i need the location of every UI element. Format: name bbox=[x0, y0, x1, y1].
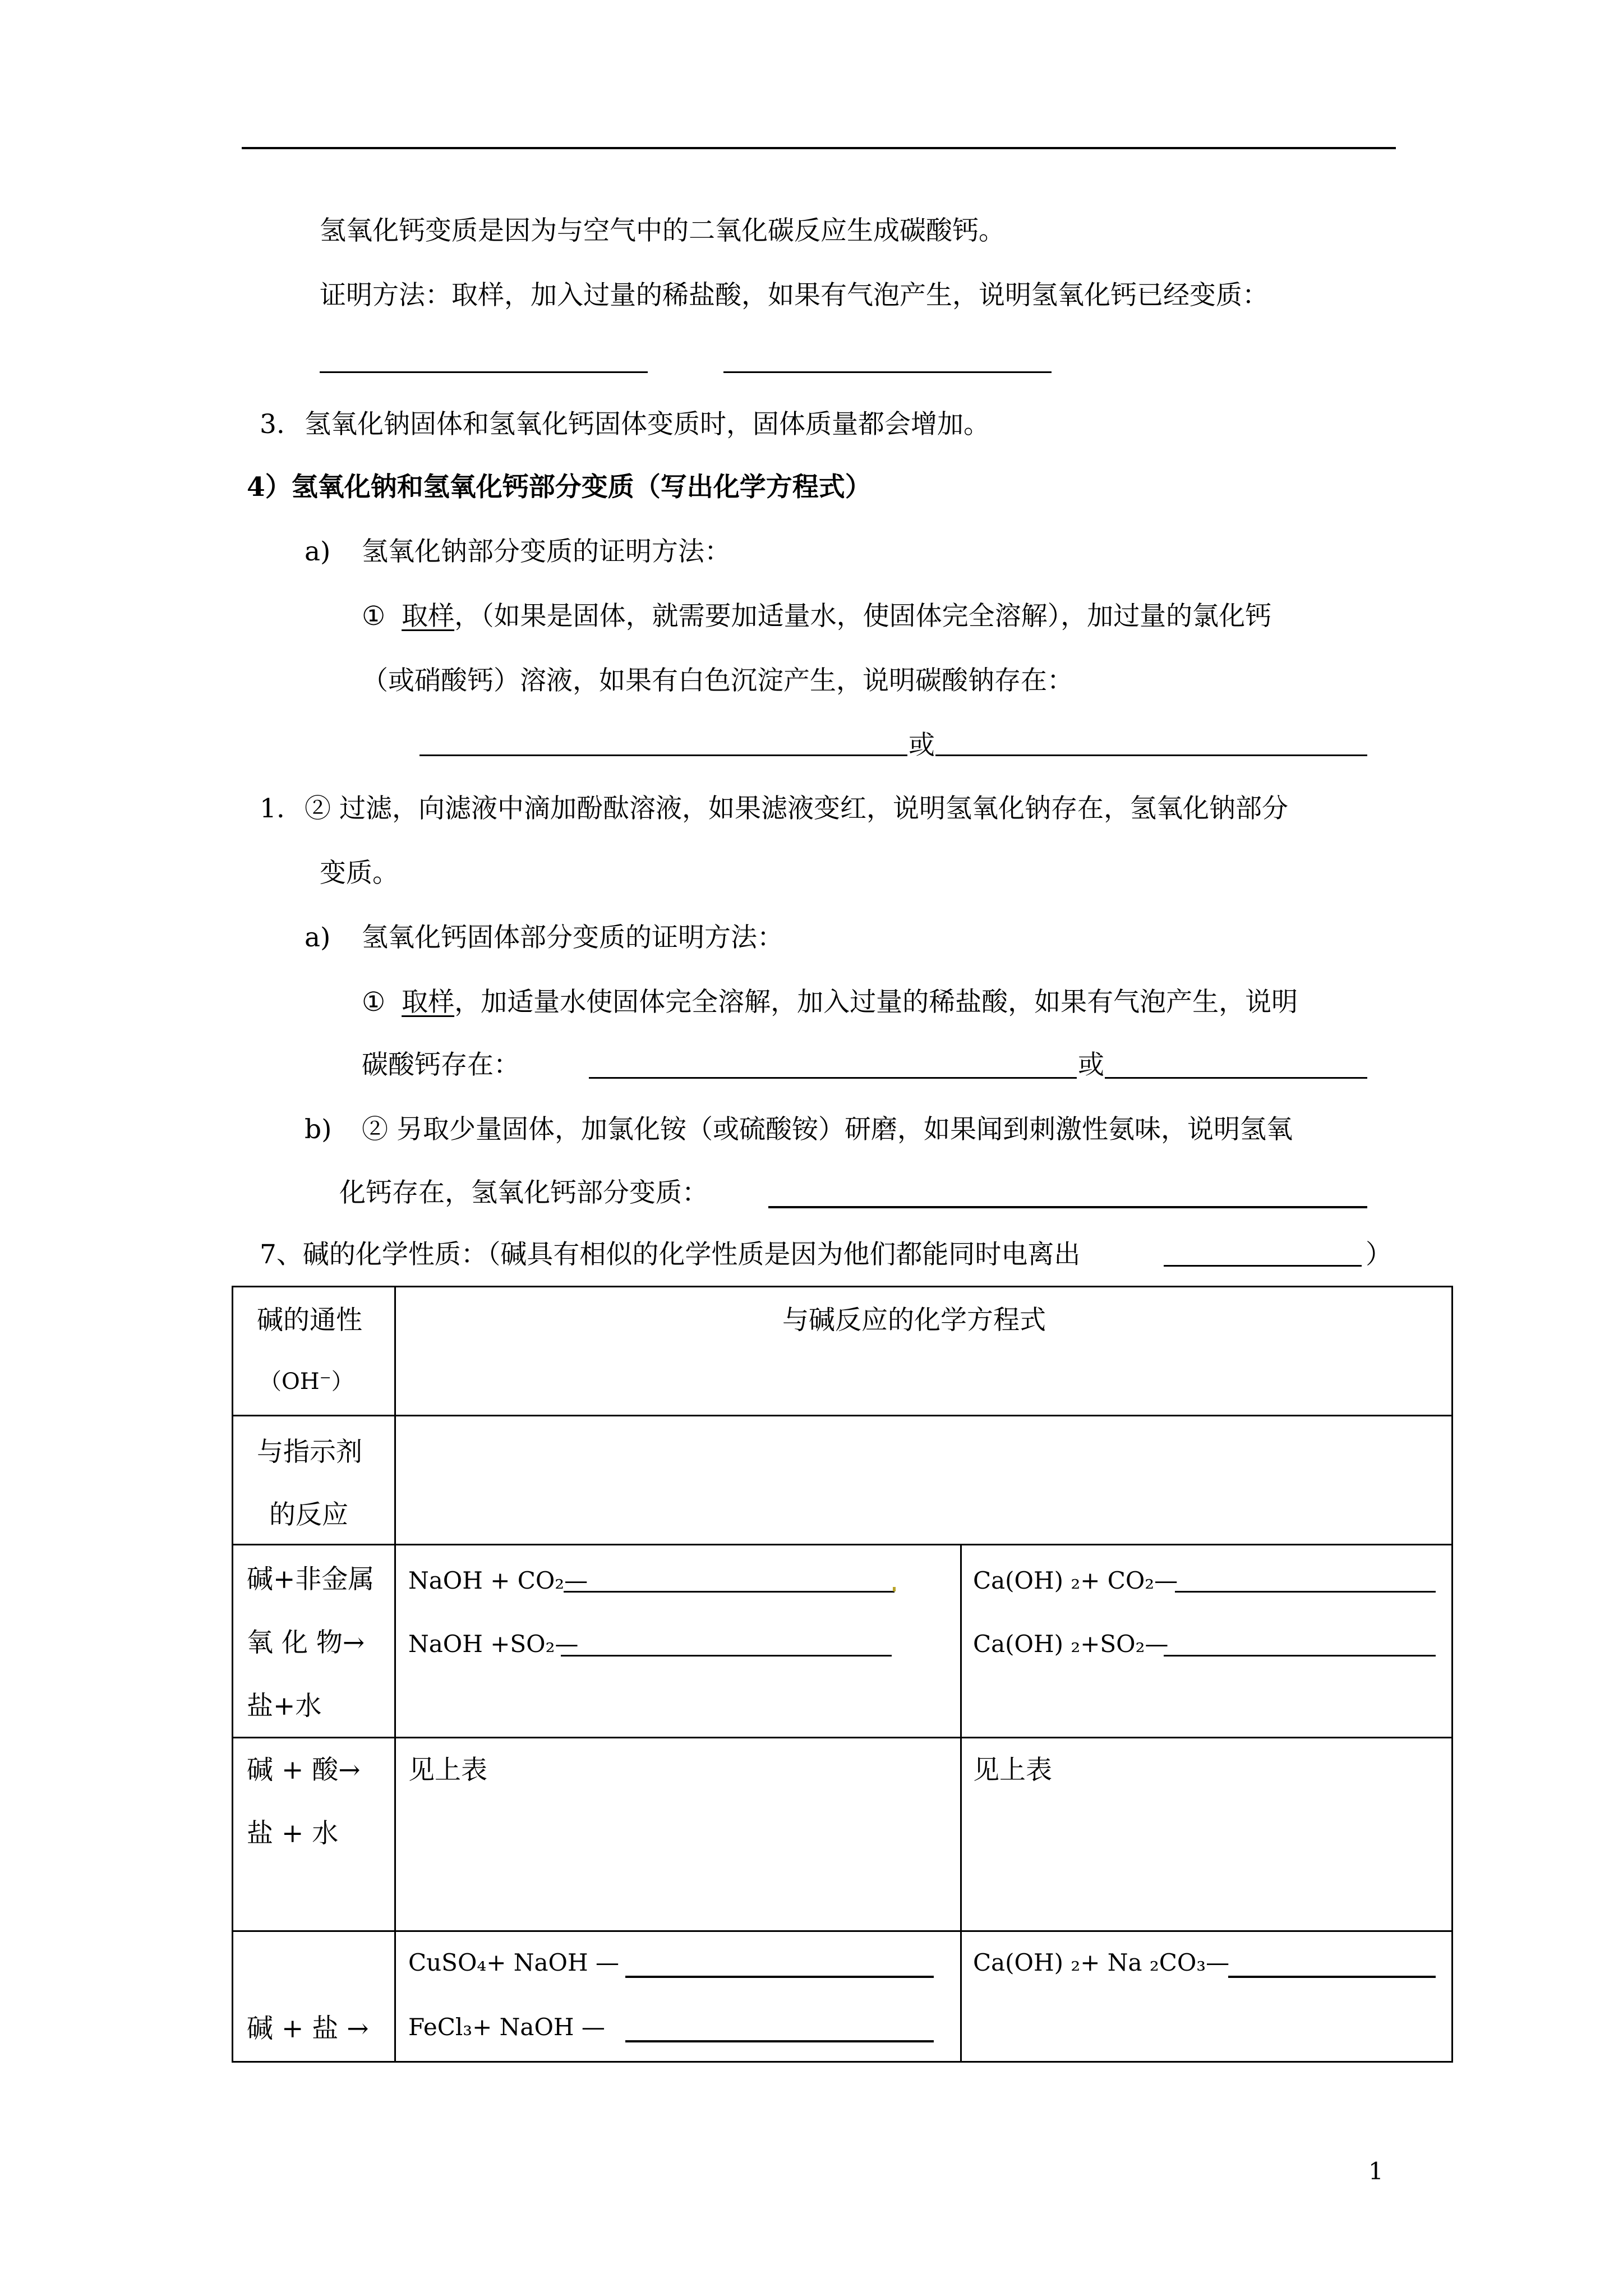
row-label: 的反应 bbox=[269, 1499, 348, 1530]
table-border bbox=[232, 1415, 1453, 1416]
row-label: 氧 化 物→ bbox=[247, 1627, 365, 1658]
answer-blank[interactable] bbox=[589, 1077, 1077, 1079]
circled-number: ① bbox=[362, 987, 386, 1018]
equation: NaOH +SO₂— bbox=[408, 1630, 579, 1658]
item-number: 1. bbox=[260, 793, 285, 824]
step-text-line2: （或硝酸钙）溶液，如果有白色沉淀产生，说明碳酸钠存在： bbox=[362, 665, 1073, 696]
item-1-text: ② 过滤，向滤液中滴加酚酞溶液，如果滤液变红，说明氢氧化钠存在，氢氧化钠部分 bbox=[305, 793, 1288, 824]
item-number: 3. bbox=[260, 409, 285, 440]
list-label: a) bbox=[305, 922, 331, 953]
section-heading: 4）氢氧化钠和氢氧化钙部分变质（写出化学方程式） bbox=[247, 472, 872, 503]
page-number: 1 bbox=[1368, 2157, 1384, 2185]
step-text bbox=[362, 601, 1272, 632]
answer-blank[interactable] bbox=[564, 1591, 895, 1593]
circled-number: ① bbox=[362, 601, 386, 632]
equation: FeCl₃+ NaOH — bbox=[408, 2013, 605, 2041]
step-text-line2: 化钙存在，氢氧化钙部分变质： bbox=[339, 1177, 708, 1208]
table-border bbox=[394, 1286, 396, 2063]
answer-blank[interactable] bbox=[625, 2040, 934, 2042]
equation: CuSO₄+ NaOH — bbox=[408, 1949, 619, 1976]
answer-blank[interactable] bbox=[1175, 1591, 1436, 1593]
table-border bbox=[232, 1544, 1453, 1545]
answer-blank[interactable] bbox=[768, 1206, 1367, 1208]
answer-blank[interactable] bbox=[419, 754, 907, 756]
cell-note: 见上表 bbox=[973, 1755, 1052, 1786]
answer-blank[interactable] bbox=[1228, 1976, 1436, 1978]
step-text bbox=[362, 987, 1298, 1018]
or-text: 或 bbox=[909, 730, 935, 761]
table-border bbox=[232, 1286, 233, 2063]
step-text-rest: ，加适量水使固体完全溶解，加入过量的稀盐酸，如果有气泡产生，说明 bbox=[454, 987, 1298, 1018]
underlined-word: 取样 bbox=[402, 601, 455, 632]
header-cell: 与碱反应的化学方程式 bbox=[782, 1305, 1046, 1336]
paragraph-proof-method: 证明方法：取样，加入过量的稀盐酸，如果有气泡产生，说明氢氧化钙已经变质： bbox=[320, 280, 1269, 311]
list-label: a) bbox=[305, 536, 331, 567]
item-3-text: 氢氧化钠固体和氢氧化钙固体变质时，固体质量都会增加。 bbox=[305, 409, 990, 440]
or-text: 或 bbox=[1078, 1050, 1104, 1080]
answer-blank[interactable] bbox=[1164, 1655, 1436, 1657]
equation: Ca(OH) ₂+ CO₂— bbox=[973, 1567, 1178, 1594]
row-label: 碱 + 酸→ bbox=[247, 1755, 361, 1786]
table-border bbox=[232, 1930, 1453, 1932]
equation: Ca(OH) ₂+ Na ₂CO₃— bbox=[973, 1949, 1230, 1976]
equation: Ca(OH) ₂+SO₂— bbox=[973, 1630, 1169, 1658]
table-border bbox=[1451, 1286, 1453, 2063]
answer-blank[interactable] bbox=[723, 371, 1052, 373]
stray-mark bbox=[893, 1587, 896, 1591]
table-border bbox=[232, 1737, 1453, 1738]
answer-blank[interactable] bbox=[935, 754, 1367, 756]
answer-blank[interactable] bbox=[1105, 1077, 1367, 1079]
question-7: 7、碱的化学性质：（碱具有相似的化学性质是因为他们都能同时电离出 bbox=[260, 1239, 1081, 1270]
header-cell: 碱的通性 bbox=[257, 1305, 362, 1336]
step-text: ② 另取少量固体，加氯化铵（或硫酸铵）研磨，如果闻到刺激性氨味，说明氢氧 bbox=[362, 1114, 1293, 1145]
sub-heading: 氢氧化钠部分变质的证明方法： bbox=[362, 536, 731, 567]
row-label: 与指示剂 bbox=[257, 1437, 362, 1467]
table-border bbox=[960, 1544, 962, 2063]
step-text-line2: 碳酸钙存在： bbox=[362, 1050, 520, 1080]
row-label: 碱+非金属 bbox=[247, 1564, 375, 1595]
equation: NaOH + CO₂— bbox=[408, 1567, 588, 1594]
item-1-text-line2: 变质。 bbox=[320, 858, 399, 889]
header-cell-oh: （OH⁻） bbox=[259, 1369, 354, 1395]
row-label: 碱 + 盐 → bbox=[247, 2013, 369, 2044]
answer-blank[interactable] bbox=[320, 371, 648, 373]
step-text-rest: ，（如果是固体，就需要加适量水，使固体完全溶解），加过量的氯化钙 bbox=[454, 601, 1272, 632]
answer-blank[interactable] bbox=[1164, 1265, 1362, 1267]
underlined-word: 取样 bbox=[402, 987, 455, 1018]
sub-heading: 氢氧化钙固体部分变质的证明方法： bbox=[362, 922, 783, 953]
paragraph-calcium-hydroxide-degradation: 氢氧化钙变质是因为与空气中的二氧化碳反应生成碳酸钙。 bbox=[320, 215, 1005, 246]
answer-blank[interactable] bbox=[625, 1976, 934, 1978]
list-label: b) bbox=[305, 1114, 332, 1145]
table-border bbox=[232, 1286, 1453, 1287]
row-label: 盐+水 bbox=[247, 1691, 322, 1722]
header-rule bbox=[242, 147, 1396, 149]
row-label: 盐 + 水 bbox=[247, 1818, 339, 1849]
cell-note: 见上表 bbox=[408, 1755, 487, 1786]
answer-blank[interactable] bbox=[561, 1655, 892, 1657]
table-border bbox=[232, 2061, 1453, 2063]
closing-paren: ） bbox=[1366, 1239, 1392, 1270]
